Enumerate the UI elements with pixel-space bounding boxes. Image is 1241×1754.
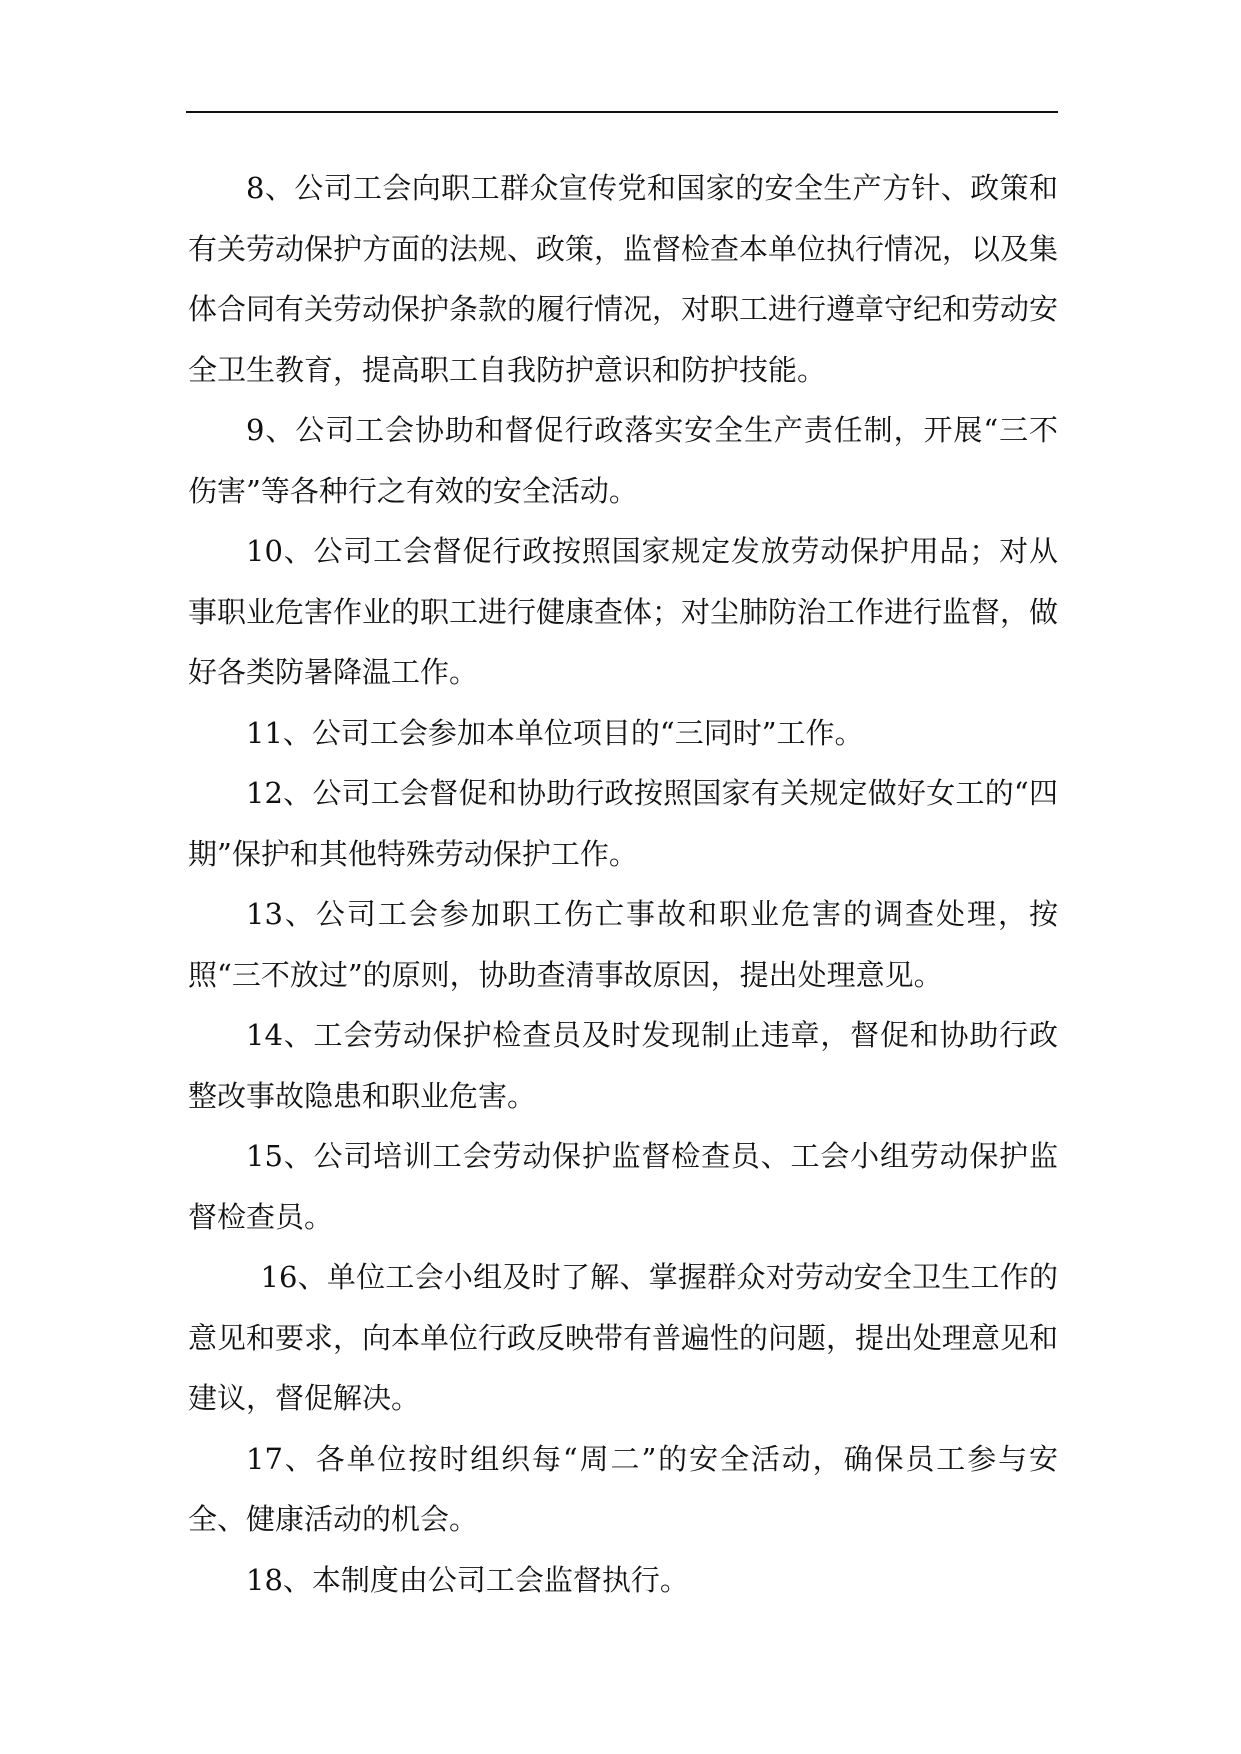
- paragraph-item-12: 12、公司工会督促和协助行政按照国家有关规定做好女工的“四期”保护和其他特殊劳动保护工作。: [188, 776, 1058, 871]
- paragraph-item-14: 14、工会劳动保护检查员及时发现制止违章，督促和协助行政整改事故隐患和职业危害。: [188, 1018, 1058, 1113]
- paragraph-item-10: 10、公司工会督促行政按照国家规定发放劳动保护用品；对从事职业危害作业的职工进行健康查体；对尘肺防治工作进行监督，做好各类防暑降温工作。: [188, 534, 1059, 689]
- header-rule: [186, 111, 1058, 113]
- paragraph-item-17: 17、各单位按时组织每“周二”的安全活动，确保员工参与安全、健康活动的机会。: [188, 1441, 1058, 1536]
- paragraph-item-8: 8、公司工会向职工群众宣传党和国家的安全生产方针、政策和有关劳动保护方面的法规、政策，监督检查本单位执行情况，以及集体合同有关劳动保护条款的履行情况，对职工进行遵章守纪和劳动安全卫生教育，提高职工自我防护意识和防护技能。: [188, 171, 1059, 387]
- document-body: [188, 158, 1058, 1610]
- paragraph-item-13: 13、公司工会参加职工伤亡事故和职业危害的调查处理，按照“三不放过”的原则，协助查清事故原因，提出处理意见。: [188, 897, 1058, 992]
- paragraph-item-11: 11、公司工会参加本单位项目的“三同时”工作。: [246, 715, 864, 750]
- paragraph-item-9: 9、公司工会协助和督促行政落实安全生产责任制，开展“三不伤害”等各种行之有效的安全活动。: [188, 413, 1058, 508]
- paragraph-item-18: 18、本制度由公司工会监督执行。: [246, 1562, 689, 1597]
- paragraph-item-16: 16、单位工会小组及时了解、掌握群众对劳动安全卫生工作的意见和要求，向本单位行政反映带有普遍性的问题，提出处理意见和建议，督促解决。: [188, 1260, 1059, 1415]
- paragraph-item-15: 15、公司培训工会劳动保护监督检查员、工会小组劳动保护监督检查员。: [188, 1139, 1058, 1234]
